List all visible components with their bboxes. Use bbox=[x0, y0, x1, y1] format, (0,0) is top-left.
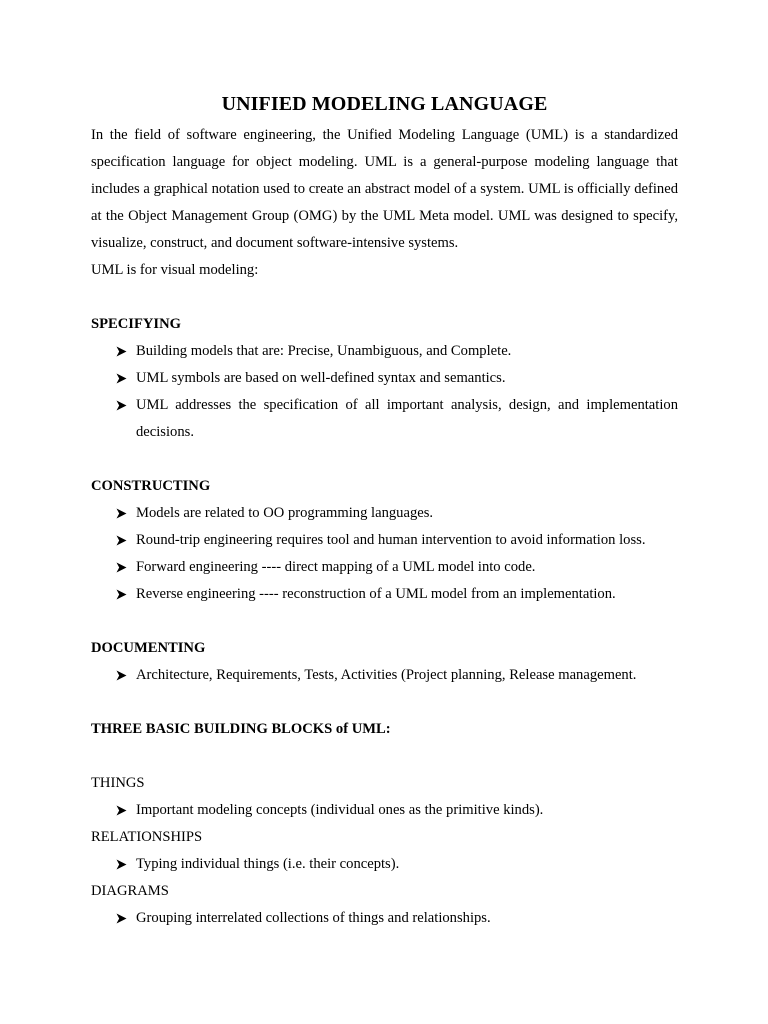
things-heading: THINGS bbox=[91, 775, 145, 791]
list-item bbox=[116, 392, 678, 446]
diagrams-list bbox=[91, 905, 678, 932]
list-item-text: Grouping interrelated collections of things and relationships. bbox=[136, 910, 491, 926]
documenting-heading: DOCUMENTING bbox=[91, 640, 206, 656]
list-item-text: Round-trip engineering requires tool and human intervention to avoid information loss. bbox=[136, 532, 646, 548]
intro-tail-line: UML is for visual modeling: bbox=[91, 262, 259, 278]
specifying-heading: SPECIFYING bbox=[91, 316, 182, 332]
arrowhead-bullet-icon bbox=[116, 527, 130, 554]
arrowhead-bullet-icon bbox=[116, 554, 130, 581]
things-list bbox=[91, 797, 678, 824]
arrowhead-bullet-icon bbox=[116, 392, 130, 419]
list-item bbox=[116, 797, 678, 824]
list-item-text: UML addresses the specification of all important analysis, design, and implementation decisions. bbox=[136, 397, 678, 440]
list-item-text: Forward engineering ---- direct mapping of a UML model into code. bbox=[136, 559, 536, 575]
arrowhead-bullet-icon bbox=[116, 797, 130, 824]
arrowhead-bullet-icon bbox=[116, 662, 130, 689]
specifying-list bbox=[91, 338, 678, 446]
intro-paragraph: In the field of software engineering, the Unified Modeling Language (UML) is a standardized specification language for object modeling. UML is a general-purpose modeling language that includes a graphical notation used to create an abstract model of a system. UML is officially defined at the Object Management Group (OMG) by the UML Meta model. UML was designed to specify, visualize, construct, and document software-intensive systems. bbox=[91, 127, 678, 251]
list-item bbox=[116, 365, 678, 392]
relationships-heading: RELATIONSHIPS bbox=[91, 829, 203, 845]
list-item-text: Architecture, Requirements, Tests, Activities (Project planning, Release management. bbox=[136, 667, 637, 683]
list-item bbox=[116, 554, 678, 581]
list-item bbox=[116, 851, 678, 878]
list-item bbox=[116, 581, 678, 608]
constructing-heading: CONSTRUCTING bbox=[91, 478, 211, 494]
list-item-text: UML symbols are based on well-defined syntax and semantics. bbox=[136, 370, 506, 386]
building-blocks-heading: THREE BASIC BUILDING BLOCKS of UML: bbox=[91, 721, 391, 737]
diagrams-heading: DIAGRAMS bbox=[91, 883, 169, 899]
list-item bbox=[116, 500, 678, 527]
arrowhead-bullet-icon bbox=[116, 338, 130, 365]
documenting-list bbox=[91, 662, 678, 689]
arrowhead-bullet-icon bbox=[116, 851, 130, 878]
page-title: UNIFIED MODELING LANGUAGE bbox=[221, 93, 548, 115]
list-item bbox=[116, 662, 678, 689]
relationships-list bbox=[91, 851, 678, 878]
arrowhead-bullet-icon bbox=[116, 905, 130, 932]
arrowhead-bullet-icon bbox=[116, 365, 130, 392]
arrowhead-bullet-icon bbox=[116, 500, 130, 527]
list-item-text: Important modeling concepts (individual ones as the primitive kinds). bbox=[136, 802, 544, 818]
list-item bbox=[116, 905, 678, 932]
list-item-text: Building models that are: Precise, Unambiguous, and Complete. bbox=[136, 343, 512, 359]
constructing-list bbox=[91, 500, 678, 608]
list-item bbox=[116, 527, 678, 554]
list-item bbox=[116, 338, 678, 365]
arrowhead-bullet-icon bbox=[116, 581, 130, 608]
list-item-text: Typing individual things (i.e. their concepts). bbox=[136, 856, 400, 872]
list-item-text: Reverse engineering ---- reconstruction of a UML model from an implementation. bbox=[136, 586, 616, 602]
list-item-text: Models are related to OO programming languages. bbox=[136, 505, 434, 521]
